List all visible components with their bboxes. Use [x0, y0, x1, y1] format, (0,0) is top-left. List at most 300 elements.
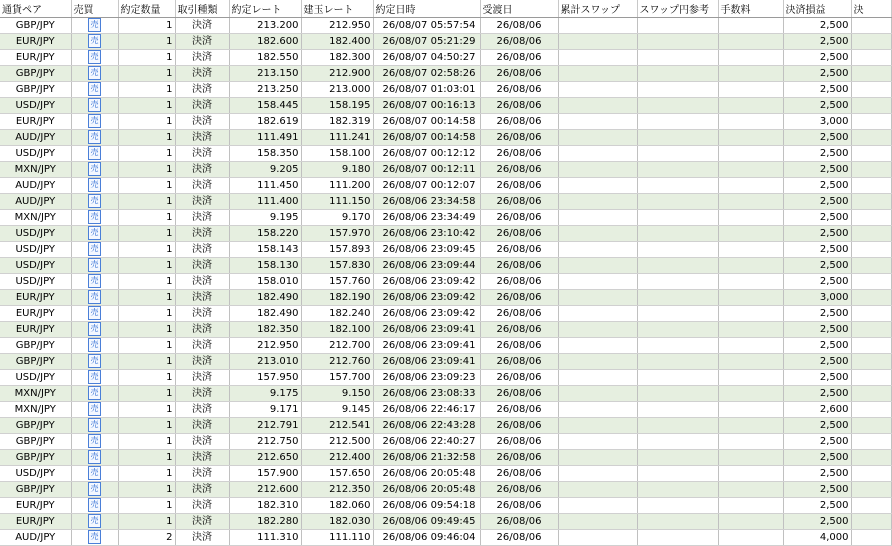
cell-fee [718, 354, 783, 370]
cell-cumulative-swap [558, 370, 637, 386]
cell-execution-rate: 182.619 [229, 114, 301, 130]
table-row[interactable] [0, 178, 891, 194]
cell-execution-rate: 111.400 [229, 194, 301, 210]
cell-cumulative-swap [558, 162, 637, 178]
cell-position-rate: 182.030 [301, 514, 373, 530]
cell-execution-rate: 213.250 [229, 82, 301, 98]
table-row[interactable] [0, 98, 891, 114]
header-currency-pair[interactable]: 通貨ペア [0, 0, 71, 18]
cell-position-rate: 157.760 [301, 274, 373, 290]
cell-settlement-pnl: 2,500 [783, 82, 851, 98]
cell-delivery-date: 26/08/06 [480, 338, 558, 354]
cell-side [71, 354, 118, 370]
side-badge: 売 [88, 50, 101, 64]
cell-swap-yen-ref [637, 242, 718, 258]
table-row[interactable] [0, 146, 891, 162]
cell-settlement-pnl: 2,500 [783, 466, 851, 482]
cell-side [71, 498, 118, 514]
cell-side [71, 114, 118, 130]
cell-fee [718, 418, 783, 434]
table-row[interactable] [0, 514, 891, 530]
cell-settlement-pnl: 2,500 [783, 274, 851, 290]
cell-settlement-extra [851, 482, 891, 498]
cell-swap-yen-ref [637, 514, 718, 530]
cell-trade-type: 決済 [175, 114, 229, 130]
cell-execution-datetime: 26/08/07 00:12:11 [373, 162, 480, 178]
cell-side [71, 178, 118, 194]
cell-delivery-date: 26/08/06 [480, 402, 558, 418]
cell-swap-yen-ref [637, 450, 718, 466]
cell-currency-pair: AUD/JPY [0, 194, 71, 210]
cell-position-rate: 212.900 [301, 66, 373, 82]
table-row[interactable] [0, 162, 891, 178]
cell-settlement-pnl: 2,500 [783, 34, 851, 50]
cell-currency-pair: USD/JPY [0, 466, 71, 482]
cell-fee [718, 290, 783, 306]
cell-settlement-extra [851, 194, 891, 210]
cell-delivery-date: 26/08/06 [480, 50, 558, 66]
cell-execution-rate: 212.600 [229, 482, 301, 498]
cell-settlement-extra [851, 402, 891, 418]
header-cumulative-swap[interactable]: 累計スワップ [558, 0, 637, 18]
cell-position-rate: 111.110 [301, 530, 373, 546]
cell-fee [718, 18, 783, 34]
cell-trade-type: 決済 [175, 466, 229, 482]
cell-settlement-pnl: 2,500 [783, 482, 851, 498]
table-row[interactable] [0, 242, 891, 258]
side-badge: 売 [88, 418, 101, 432]
table-row[interactable] [0, 50, 891, 66]
cell-currency-pair: EUR/JPY [0, 322, 71, 338]
cell-delivery-date: 26/08/06 [480, 290, 558, 306]
cell-trade-type: 決済 [175, 210, 229, 226]
cell-cumulative-swap [558, 194, 637, 210]
cell-cumulative-swap [558, 50, 637, 66]
cell-currency-pair: MXN/JPY [0, 162, 71, 178]
cell-position-rate: 157.893 [301, 242, 373, 258]
side-badge: 売 [88, 66, 101, 80]
table-row[interactable] [0, 226, 891, 242]
cell-settlement-pnl: 2,500 [783, 258, 851, 274]
cell-delivery-date: 26/08/06 [480, 322, 558, 338]
cell-side [71, 34, 118, 50]
cell-side [71, 386, 118, 402]
cell-execution-datetime: 26/08/07 01:03:01 [373, 82, 480, 98]
cell-position-rate: 212.760 [301, 354, 373, 370]
cell-delivery-date: 26/08/06 [480, 82, 558, 98]
cell-fee [718, 402, 783, 418]
cell-execution-rate: 9.195 [229, 210, 301, 226]
cell-quantity: 1 [118, 258, 175, 274]
header-execution-datetime[interactable]: 約定日時 [373, 0, 480, 18]
cell-fee [718, 162, 783, 178]
table-row[interactable] [0, 338, 891, 354]
cell-swap-yen-ref [637, 210, 718, 226]
cell-execution-datetime: 26/08/06 09:54:18 [373, 498, 480, 514]
cell-fee [718, 178, 783, 194]
cell-position-rate: 212.541 [301, 418, 373, 434]
cell-execution-rate: 182.550 [229, 50, 301, 66]
cell-cumulative-swap [558, 242, 637, 258]
cell-settlement-extra [851, 226, 891, 242]
cell-trade-type: 決済 [175, 82, 229, 98]
cell-fee [718, 242, 783, 258]
side-badge: 売 [88, 82, 101, 96]
header-swap-yen-ref[interactable]: スワップ円参考 [637, 0, 718, 18]
cell-settlement-pnl: 2,500 [783, 146, 851, 162]
cell-fee [718, 210, 783, 226]
cell-cumulative-swap [558, 178, 637, 194]
cell-execution-datetime: 26/08/06 23:09:42 [373, 274, 480, 290]
cell-execution-datetime: 26/08/06 23:09:42 [373, 306, 480, 322]
cell-quantity: 1 [118, 130, 175, 146]
cell-cumulative-swap [558, 386, 637, 402]
cell-delivery-date: 26/08/06 [480, 386, 558, 402]
cell-fee [718, 98, 783, 114]
cell-side [71, 466, 118, 482]
cell-settlement-extra [851, 258, 891, 274]
cell-fee [718, 146, 783, 162]
table-row[interactable] [0, 290, 891, 306]
cell-currency-pair: GBP/JPY [0, 482, 71, 498]
cell-position-rate: 111.241 [301, 130, 373, 146]
cell-swap-yen-ref [637, 226, 718, 242]
cell-delivery-date: 26/08/06 [480, 306, 558, 322]
cell-settlement-extra [851, 530, 891, 546]
cell-side [71, 482, 118, 498]
cell-delivery-date: 26/08/06 [480, 146, 558, 162]
side-badge: 売 [88, 498, 101, 512]
table-row[interactable] [0, 482, 891, 498]
cell-execution-datetime: 26/08/06 23:34:58 [373, 194, 480, 210]
cell-settlement-pnl: 2,500 [783, 242, 851, 258]
cell-trade-type: 決済 [175, 146, 229, 162]
cell-position-rate: 9.150 [301, 386, 373, 402]
cell-settlement-pnl: 2,500 [783, 514, 851, 530]
cell-settlement-pnl: 2,500 [783, 162, 851, 178]
cell-cumulative-swap [558, 290, 637, 306]
cell-currency-pair: USD/JPY [0, 274, 71, 290]
cell-position-rate: 212.350 [301, 482, 373, 498]
header-trade-type[interactable]: 取引種類 [175, 0, 229, 18]
cell-execution-rate: 213.010 [229, 354, 301, 370]
table-row[interactable] [0, 306, 891, 322]
cell-fee [718, 530, 783, 546]
cell-side [71, 402, 118, 418]
cell-position-rate: 213.000 [301, 82, 373, 98]
cell-side [71, 514, 118, 530]
cell-swap-yen-ref [637, 434, 718, 450]
cell-swap-yen-ref [637, 258, 718, 274]
cell-execution-rate: 212.791 [229, 418, 301, 434]
side-badge: 売 [88, 194, 101, 208]
cell-execution-rate: 157.950 [229, 370, 301, 386]
cell-settlement-pnl: 2,600 [783, 402, 851, 418]
table-row[interactable] [0, 434, 891, 450]
cell-delivery-date: 26/08/06 [480, 194, 558, 210]
cell-trade-type: 決済 [175, 242, 229, 258]
table-row[interactable] [0, 82, 891, 98]
header-settlement-extra[interactable]: 決 [851, 0, 891, 18]
cell-position-rate: 182.100 [301, 322, 373, 338]
cell-quantity: 1 [118, 66, 175, 82]
header-execution-rate[interactable]: 約定レート [229, 0, 301, 18]
table-row[interactable] [0, 66, 891, 82]
cell-quantity: 1 [118, 34, 175, 50]
cell-swap-yen-ref [637, 338, 718, 354]
side-badge: 売 [88, 514, 101, 528]
side-badge: 売 [88, 274, 101, 288]
table-row[interactable] [0, 386, 891, 402]
cell-execution-datetime: 26/08/06 23:09:44 [373, 258, 480, 274]
table-row[interactable] [0, 274, 891, 290]
cell-position-rate: 157.700 [301, 370, 373, 386]
cell-currency-pair: GBP/JPY [0, 418, 71, 434]
table-row[interactable] [0, 466, 891, 482]
cell-currency-pair: GBP/JPY [0, 18, 71, 34]
cell-position-rate: 182.319 [301, 114, 373, 130]
cell-delivery-date: 26/08/06 [480, 226, 558, 242]
cell-settlement-extra [851, 514, 891, 530]
cell-fee [718, 274, 783, 290]
table-row[interactable] [0, 450, 891, 466]
cell-trade-type: 決済 [175, 530, 229, 546]
cell-execution-datetime: 26/08/06 09:46:04 [373, 530, 480, 546]
cell-delivery-date: 26/08/06 [480, 418, 558, 434]
table-row[interactable] [0, 194, 891, 210]
cell-currency-pair: EUR/JPY [0, 306, 71, 322]
cell-currency-pair: EUR/JPY [0, 290, 71, 306]
cell-fee [718, 66, 783, 82]
cell-position-rate: 157.650 [301, 466, 373, 482]
table-row[interactable] [0, 18, 891, 34]
header-fee[interactable]: 手数料 [718, 0, 783, 18]
cell-quantity: 1 [118, 146, 175, 162]
cell-execution-datetime: 26/08/06 21:32:58 [373, 450, 480, 466]
cell-trade-type: 決済 [175, 450, 229, 466]
side-badge: 売 [88, 482, 101, 496]
table-row[interactable] [0, 210, 891, 226]
side-badge: 売 [88, 178, 101, 192]
cell-settlement-extra [851, 338, 891, 354]
cell-side [71, 434, 118, 450]
cell-swap-yen-ref [637, 50, 718, 66]
cell-settlement-extra [851, 34, 891, 50]
table-row[interactable] [0, 402, 891, 418]
cell-settlement-pnl: 2,500 [783, 434, 851, 450]
cell-settlement-pnl: 2,500 [783, 210, 851, 226]
cell-swap-yen-ref [637, 290, 718, 306]
cell-side [71, 162, 118, 178]
cell-currency-pair: GBP/JPY [0, 66, 71, 82]
table-row[interactable] [0, 530, 891, 546]
cell-fee [718, 434, 783, 450]
table-row[interactable] [0, 498, 891, 514]
cell-side [71, 338, 118, 354]
cell-execution-rate: 182.600 [229, 34, 301, 50]
cell-execution-rate: 111.310 [229, 530, 301, 546]
cell-side [71, 450, 118, 466]
cell-quantity: 1 [118, 162, 175, 178]
cell-trade-type: 決済 [175, 290, 229, 306]
table-row[interactable] [0, 34, 891, 50]
cell-fee [718, 306, 783, 322]
side-badge: 売 [88, 290, 101, 304]
cell-execution-datetime: 26/08/06 23:09:45 [373, 242, 480, 258]
side-badge: 売 [88, 306, 101, 320]
cell-cumulative-swap [558, 530, 637, 546]
cell-position-rate: 157.830 [301, 258, 373, 274]
header-row [0, 0, 891, 18]
cell-settlement-pnl: 2,500 [783, 386, 851, 402]
side-badge: 売 [88, 322, 101, 336]
cell-settlement-pnl: 2,500 [783, 194, 851, 210]
cell-execution-rate: 9.175 [229, 386, 301, 402]
cell-side [71, 290, 118, 306]
cell-currency-pair: USD/JPY [0, 98, 71, 114]
cell-swap-yen-ref [637, 370, 718, 386]
cell-quantity: 1 [118, 98, 175, 114]
side-badge: 売 [88, 402, 101, 416]
cell-position-rate: 182.400 [301, 34, 373, 50]
cell-settlement-extra [851, 418, 891, 434]
cell-side [71, 98, 118, 114]
cell-settlement-extra [851, 466, 891, 482]
side-badge: 売 [88, 242, 101, 256]
cell-trade-type: 決済 [175, 386, 229, 402]
cell-execution-rate: 158.445 [229, 98, 301, 114]
cell-execution-datetime: 26/08/06 20:05:48 [373, 466, 480, 482]
cell-fee [718, 498, 783, 514]
cell-settlement-extra [851, 146, 891, 162]
cell-currency-pair: GBP/JPY [0, 354, 71, 370]
cell-swap-yen-ref [637, 482, 718, 498]
header-side[interactable]: 売買 [71, 0, 118, 18]
cell-position-rate: 182.190 [301, 290, 373, 306]
cell-cumulative-swap [558, 498, 637, 514]
cell-quantity: 1 [118, 50, 175, 66]
header-position-rate[interactable]: 建玉レート [301, 0, 373, 18]
table-row[interactable] [0, 114, 891, 130]
cell-quantity: 1 [118, 450, 175, 466]
cell-trade-type: 決済 [175, 130, 229, 146]
cell-execution-rate: 212.950 [229, 338, 301, 354]
cell-currency-pair: USD/JPY [0, 146, 71, 162]
cell-trade-type: 決済 [175, 370, 229, 386]
cell-trade-type: 決済 [175, 498, 229, 514]
cell-cumulative-swap [558, 98, 637, 114]
cell-cumulative-swap [558, 226, 637, 242]
cell-quantity: 1 [118, 82, 175, 98]
cell-swap-yen-ref [637, 354, 718, 370]
cell-fee [718, 450, 783, 466]
cell-quantity: 1 [118, 482, 175, 498]
cell-cumulative-swap [558, 418, 637, 434]
cell-currency-pair: AUD/JPY [0, 130, 71, 146]
cell-fee [718, 50, 783, 66]
cell-swap-yen-ref [637, 306, 718, 322]
cell-execution-rate: 111.450 [229, 178, 301, 194]
cell-settlement-extra [851, 498, 891, 514]
cell-swap-yen-ref [637, 98, 718, 114]
cell-delivery-date: 26/08/06 [480, 210, 558, 226]
cell-side [71, 50, 118, 66]
table-body [0, 18, 891, 546]
cell-trade-type: 決済 [175, 226, 229, 242]
cell-execution-rate: 213.150 [229, 66, 301, 82]
cell-fee [718, 322, 783, 338]
cell-quantity: 1 [118, 338, 175, 354]
cell-currency-pair: EUR/JPY [0, 50, 71, 66]
cell-swap-yen-ref [637, 162, 718, 178]
cell-cumulative-swap [558, 82, 637, 98]
cell-currency-pair: AUD/JPY [0, 178, 71, 194]
cell-execution-datetime: 26/08/06 22:46:17 [373, 402, 480, 418]
table-row[interactable] [0, 418, 891, 434]
cell-execution-datetime: 26/08/06 23:09:42 [373, 290, 480, 306]
header-delivery-date[interactable]: 受渡日 [480, 0, 558, 18]
header-settlement-pnl[interactable]: 決済損益 [783, 0, 851, 18]
cell-delivery-date: 26/08/06 [480, 242, 558, 258]
cell-swap-yen-ref [637, 34, 718, 50]
cell-position-rate: 182.240 [301, 306, 373, 322]
cell-position-rate: 158.100 [301, 146, 373, 162]
cell-trade-type: 決済 [175, 322, 229, 338]
cell-swap-yen-ref [637, 530, 718, 546]
cell-execution-datetime: 26/08/07 05:21:29 [373, 34, 480, 50]
cell-currency-pair: MXN/JPY [0, 402, 71, 418]
cell-execution-datetime: 26/08/07 00:12:07 [373, 178, 480, 194]
side-badge: 売 [88, 210, 101, 224]
side-badge: 売 [88, 146, 101, 160]
side-badge: 売 [88, 466, 101, 480]
cell-execution-datetime: 26/08/06 20:05:48 [373, 482, 480, 498]
cell-position-rate: 158.195 [301, 98, 373, 114]
cell-swap-yen-ref [637, 418, 718, 434]
side-badge: 売 [88, 338, 101, 352]
table-row[interactable] [0, 130, 891, 146]
cell-execution-datetime: 26/08/06 23:09:41 [373, 338, 480, 354]
cell-cumulative-swap [558, 450, 637, 466]
cell-cumulative-swap [558, 258, 637, 274]
cell-trade-type: 決済 [175, 338, 229, 354]
cell-settlement-pnl: 2,500 [783, 418, 851, 434]
cell-execution-datetime: 26/08/06 22:43:28 [373, 418, 480, 434]
cell-side [71, 530, 118, 546]
table-row[interactable] [0, 322, 891, 338]
header-quantity[interactable]: 約定数量 [118, 0, 175, 18]
cell-side [71, 130, 118, 146]
side-badge: 売 [88, 18, 101, 32]
cell-trade-type: 決済 [175, 194, 229, 210]
cell-trade-type: 決済 [175, 18, 229, 34]
cell-execution-datetime: 26/08/07 04:50:27 [373, 50, 480, 66]
cell-cumulative-swap [558, 274, 637, 290]
cell-trade-type: 決済 [175, 434, 229, 450]
table-row[interactable] [0, 354, 891, 370]
cell-execution-rate: 158.143 [229, 242, 301, 258]
cell-side [71, 66, 118, 82]
cell-settlement-extra [851, 178, 891, 194]
cell-side [71, 242, 118, 258]
table-row[interactable] [0, 370, 891, 386]
side-badge: 売 [88, 370, 101, 384]
table-row[interactable] [0, 258, 891, 274]
cell-execution-datetime: 26/08/07 00:16:13 [373, 98, 480, 114]
cell-swap-yen-ref [637, 386, 718, 402]
cell-settlement-pnl: 3,000 [783, 290, 851, 306]
cell-settlement-extra [851, 306, 891, 322]
